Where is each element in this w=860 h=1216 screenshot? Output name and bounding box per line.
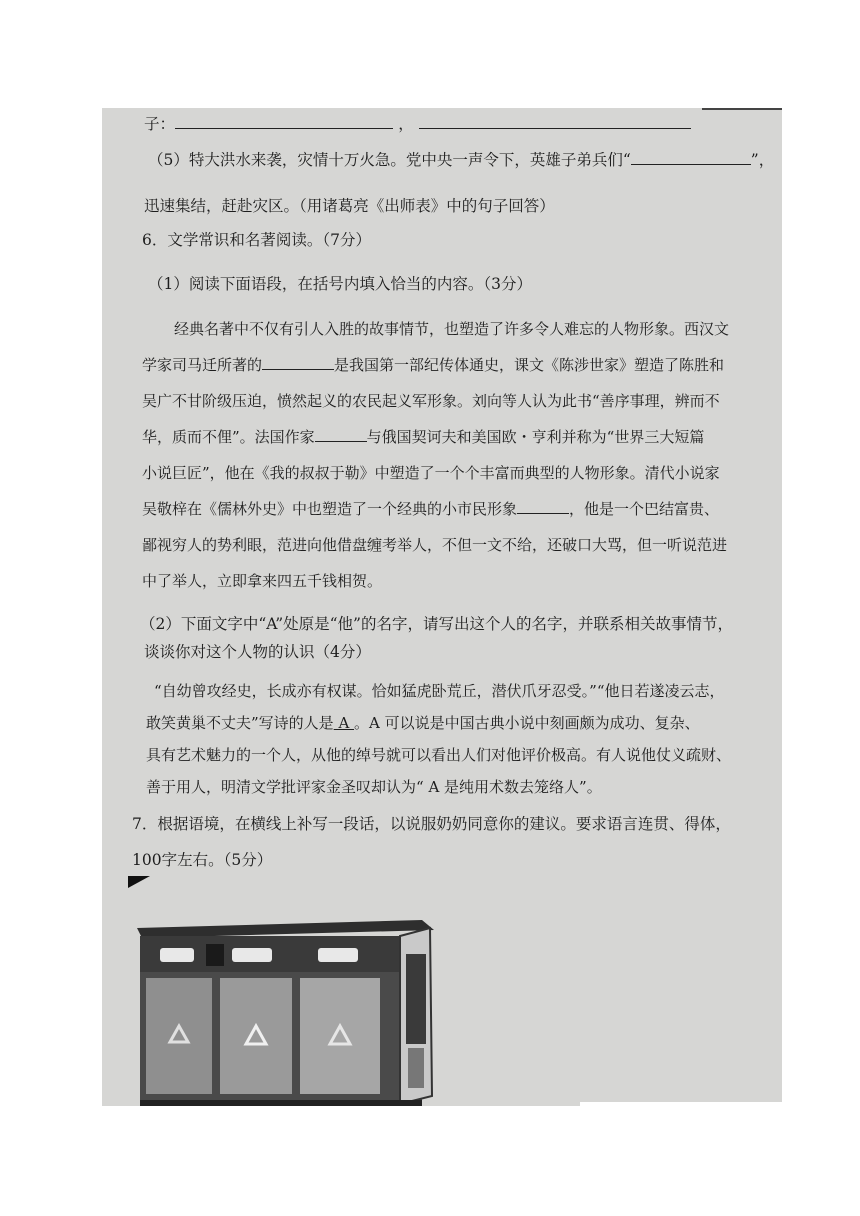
q5-5-line2: 迅速集结，赶赴灾区。（用诸葛亮《出师表》中的句子回答） (144, 197, 555, 215)
q6-quote-2 (146, 712, 700, 733)
q6-p3: 吴广不甘阶级压迫，愤然起义的农民起义军形象。刘向等人认为此书“善序事理，辨而不 (142, 392, 720, 410)
q6-quote-3: 具有艺术魅力的一个人，从他的绰号就可以看出人们对他评价极高。有人说他仗义疏财、 (146, 746, 732, 764)
answer-blank-2 (419, 114, 691, 129)
recycling-bin-image (132, 914, 442, 1106)
q6-p6-a: 吴敬梓在《儒林外史》中也塑造了一个经典的小市民形象 (142, 500, 518, 518)
corner-marker-icon (128, 876, 152, 890)
q6-p7: 鄙视穷人的势利眼，范进向他借盘缠考举人，不但一文不给，还破口大骂，但一听说范进 (142, 536, 728, 554)
q6-p4-b: 与俄国契诃夫和美国欧・亨利并称为“世界三大短篇 (366, 428, 705, 446)
q7-line2: 100字左右。（5分） (132, 851, 273, 869)
q6-answer-a-mark: A (333, 714, 355, 732)
q6-part2-title1: （2）下面文字中“A”处原是“他”的名字，请写出这个人的名字，并联系相关故事情节， (140, 615, 733, 633)
q6-part2-title2: 谈谈你对这个人物的认识（4分） (144, 643, 371, 661)
q5-5-text-a: （5）特大洪水来袭，灾情十万火急。党中央一声令下，英雄子弟兵们“ (148, 151, 631, 169)
q6-p6 (142, 498, 719, 519)
q5-5-text-b: ”， (750, 151, 775, 169)
q6-quote-1: “自幼曾攻经史，长成亦有权谋。恰如猛虎卧荒丘，潜伏爪牙忍受。”“他日若遂凌云志， (154, 682, 725, 700)
q6-p4 (142, 426, 704, 447)
q6-p2-a: 学家司马迁所著的 (142, 356, 263, 374)
character-blank (517, 499, 569, 514)
scan-edge (580, 1102, 782, 1106)
book-blank (262, 355, 334, 370)
q6-p8: 中了举人，立即拿来四五千钱相贺。 (142, 572, 383, 590)
q6-p4-a: 华，质而不俚”。法国作家 (142, 428, 315, 446)
q6-part1-title: （1）阅读下面语段，在括号内填入恰当的内容。（3分） (148, 275, 532, 293)
answer-separator: ， (398, 115, 414, 133)
q6-p2-b: 是我国第一部纪传体通史，课文《陈涉世家》塑造了陈胜和 (334, 356, 725, 374)
q7-line1: 7．根据语境，在横线上补写一段话，以说服奶奶同意你的建议。要求语言连贯、得体， (132, 815, 731, 833)
q6-quote-2a: 敢笑黄巢不丈夫”写诗的人是 (146, 714, 334, 732)
q6-title: 6．文学常识和名著阅读。（7分） (142, 231, 371, 249)
answer-prefix: 子： (144, 115, 176, 133)
q6-p5: 小说巨匠”，他在《我的叔叔于勒》中塑造了一个个丰富而典型的人物形象。清代小说家 (142, 464, 720, 482)
q6-p2 (142, 354, 724, 375)
q6-quote-2b: 。A 可以说是中国古典小说中刻画颇为成功、复杂、 (354, 714, 700, 732)
answer-blank-1 (175, 114, 393, 129)
q6-quote-4: 善于用人，明清文学批评家金圣叹却认为“ A 是纯用术数去笼络人”。 (146, 778, 602, 796)
q5-5-blank (631, 150, 751, 165)
q5-5-line1 (148, 148, 774, 170)
scanned-exam-page (102, 108, 782, 1106)
q6-p6-b: ，他是一个巴结富贵、 (569, 500, 720, 518)
q6-p1: 经典名著中不仅有引人入胜的故事情节，也塑造了许多令人难忘的人物形象。西汉文 (174, 320, 730, 338)
author-blank (315, 427, 367, 442)
answer-line-row (144, 112, 691, 134)
top-rule (702, 108, 782, 110)
